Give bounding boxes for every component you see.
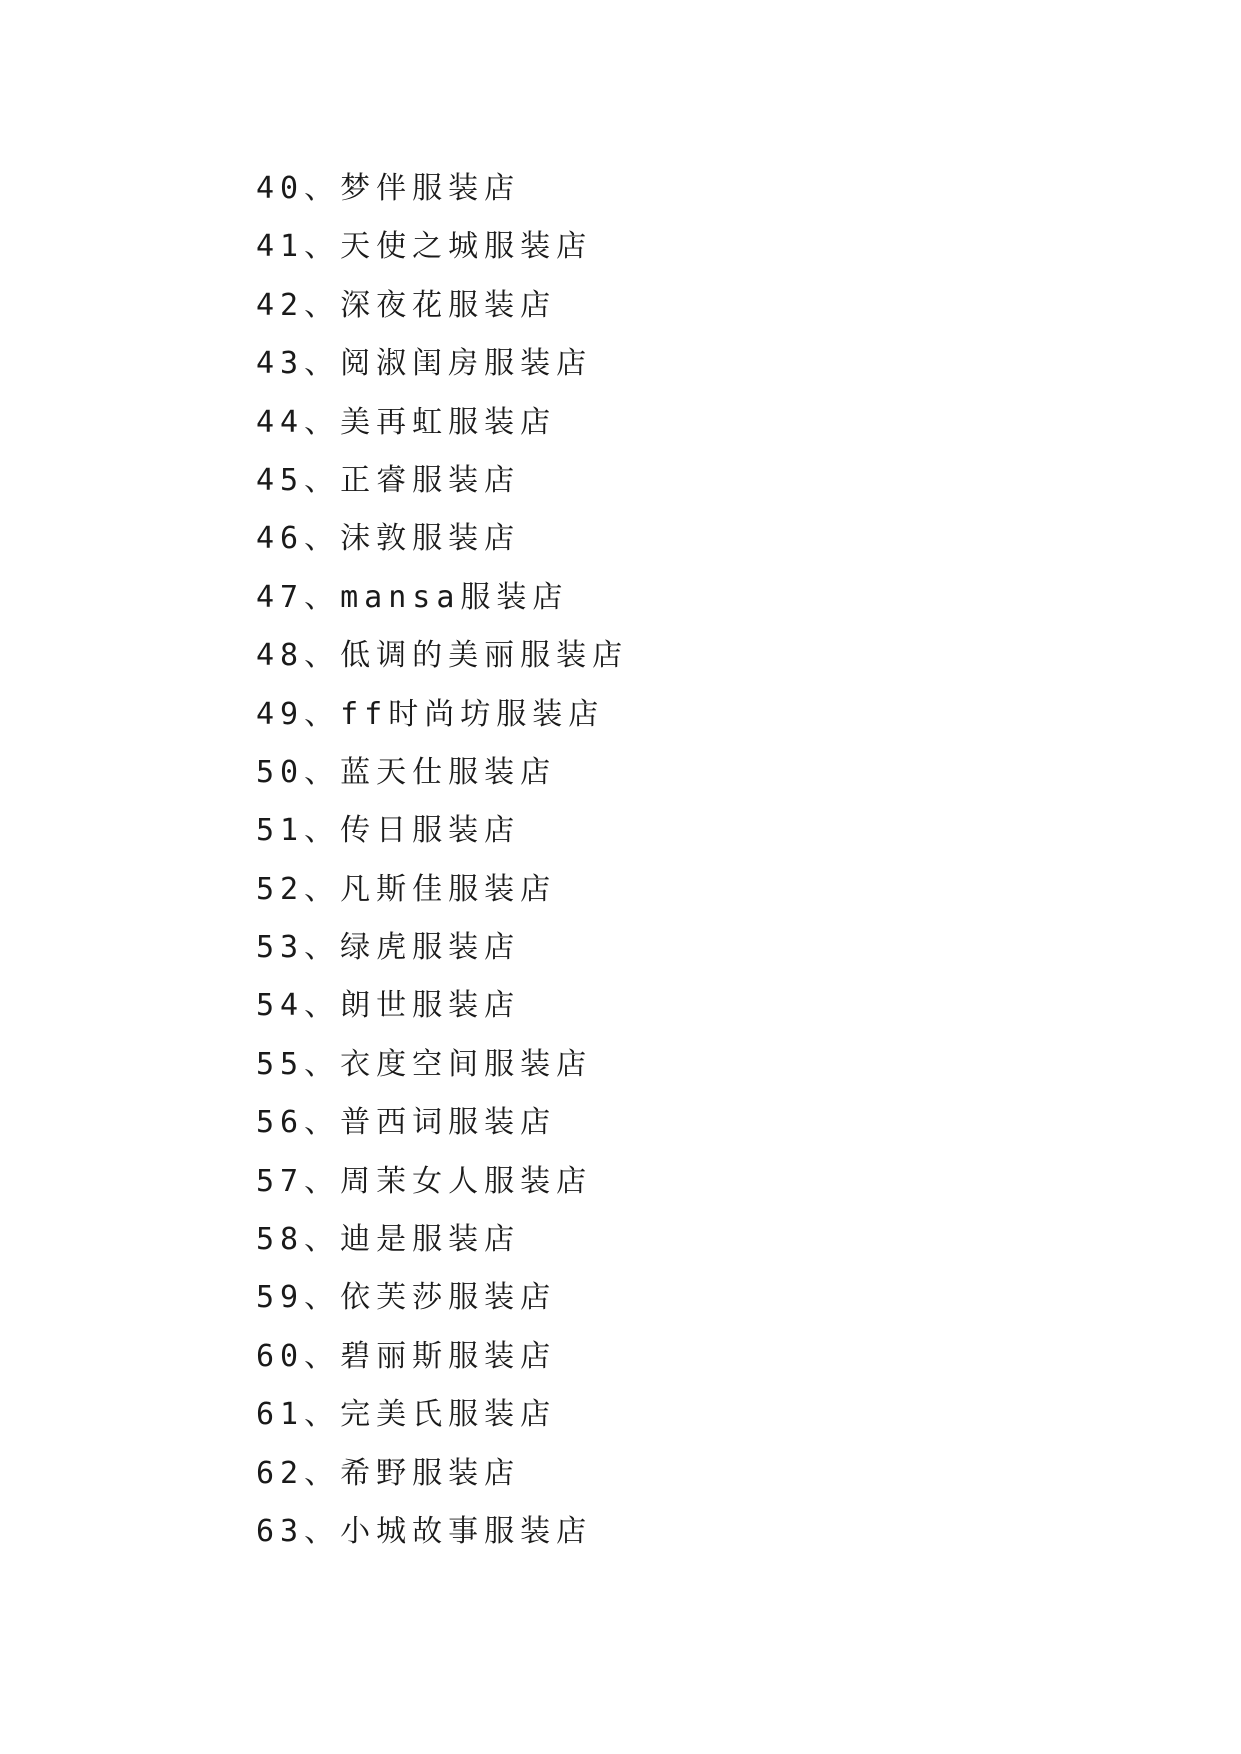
list-item: 58、迪是服装店 bbox=[256, 1222, 521, 1258]
list-item: 48、低调的美丽服装店 bbox=[256, 638, 629, 674]
list-item: 44、美再虹服装店 bbox=[256, 404, 557, 440]
list-item: 45、正睿服装店 bbox=[256, 462, 521, 498]
list-item: 52、凡斯佳服装店 bbox=[256, 871, 557, 907]
list-item: 43、阅淑闺房服装店 bbox=[256, 346, 593, 382]
list-item: 63、小城故事服装店 bbox=[256, 1513, 593, 1549]
list-item: 49、ff时尚坊服装店 bbox=[256, 696, 605, 732]
list-item: 60、碧丽斯服装店 bbox=[256, 1338, 557, 1374]
list-item: 41、天使之城服装店 bbox=[256, 229, 593, 265]
list-item: 54、朗世服装店 bbox=[256, 988, 521, 1024]
list-item: 50、蓝天仕服装店 bbox=[256, 754, 557, 790]
list-item: 55、衣度空间服装店 bbox=[256, 1046, 593, 1082]
list-item: 62、希野服装店 bbox=[256, 1455, 521, 1491]
list-item: 57、周茉女人服装店 bbox=[256, 1163, 593, 1199]
list-item: 61、完美氏服装店 bbox=[256, 1397, 557, 1433]
list-item: 56、普西词服装店 bbox=[256, 1105, 557, 1141]
list-item: 42、深夜花服装店 bbox=[256, 287, 557, 323]
list-item: 46、沫敦服装店 bbox=[256, 521, 521, 557]
list-item: 51、传日服装店 bbox=[256, 813, 521, 849]
store-name-list bbox=[256, 160, 628, 1561]
list-item: 40、梦伴服装店 bbox=[256, 171, 521, 206]
list-item: 53、绿虎服装店 bbox=[256, 930, 521, 966]
list-item: 47、mansa服装店 bbox=[256, 579, 569, 615]
list-item: 59、依芙莎服装店 bbox=[256, 1280, 557, 1316]
